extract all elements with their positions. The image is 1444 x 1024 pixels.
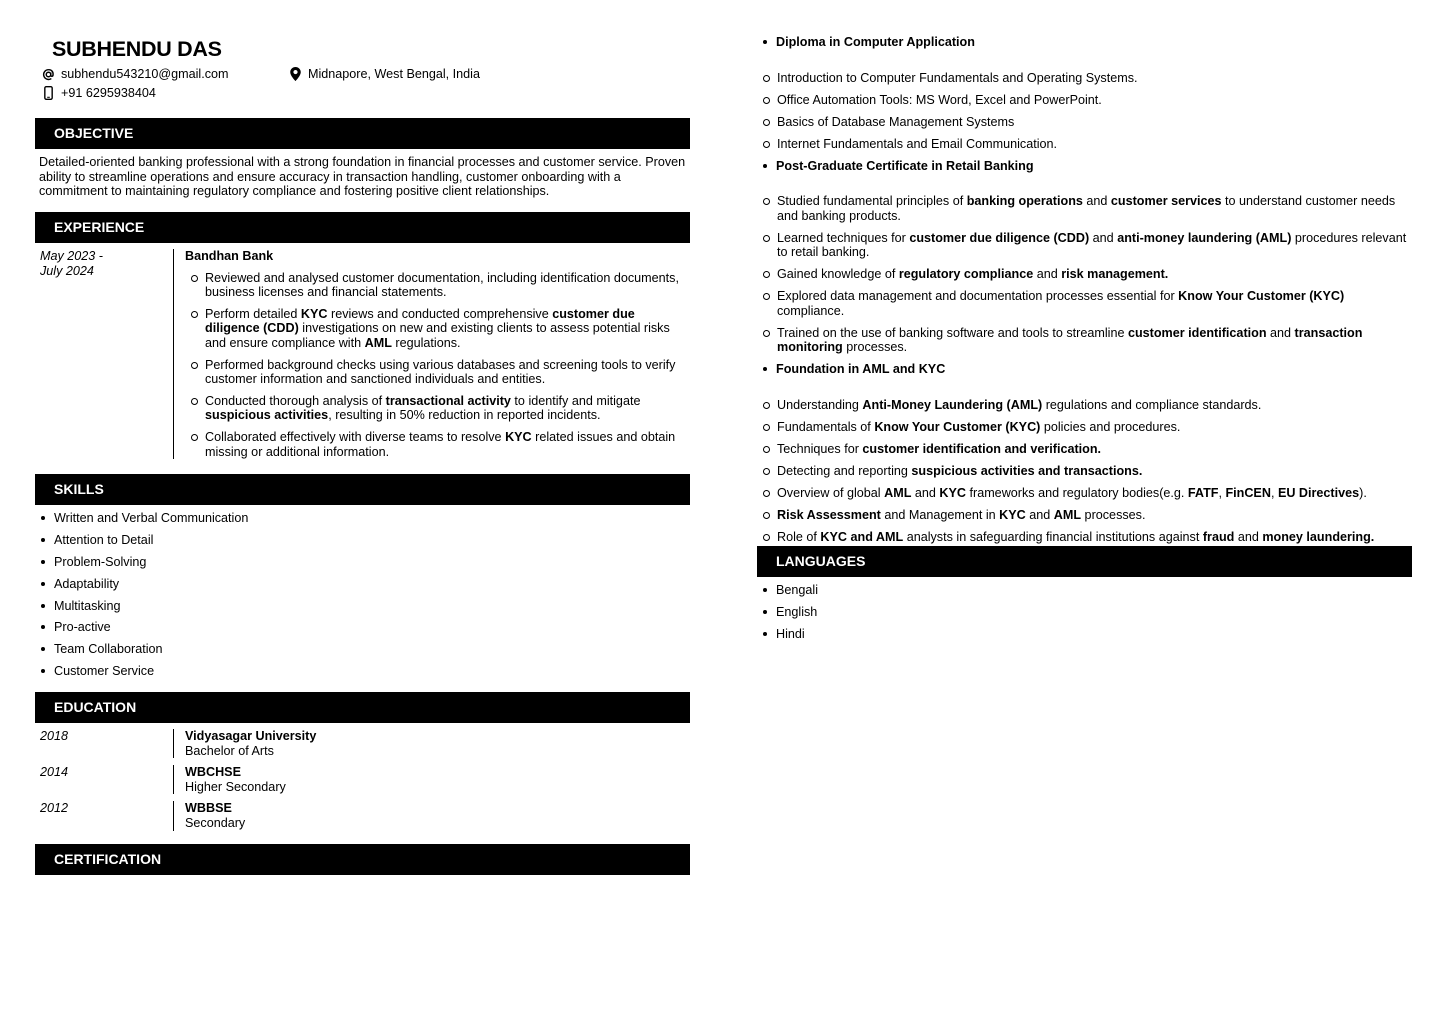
bold-term: suspicious activities and transactions. [911, 463, 1143, 478]
education-entry [35, 801, 690, 830]
bold-term: AML [884, 485, 912, 500]
certification-topics [757, 71, 1412, 152]
certification-topics [757, 194, 1412, 355]
text-run: , [1270, 485, 1278, 500]
bold-term: customer due diligence (CDD) [205, 306, 635, 336]
education-entry [35, 729, 690, 765]
bold-term: anti-money laundering (AML) [1117, 230, 1292, 245]
text-run: policies and procedures. [1040, 420, 1181, 434]
bold-term: banking operations [966, 194, 1083, 209]
text-run: Overview of global [777, 485, 885, 500]
location-text: Midnapore, West Bengal, India [308, 67, 480, 81]
language-item: English [757, 605, 818, 627]
candidate-name: SUBHENDU DAS [52, 37, 222, 61]
bold-term: FinCEN [1225, 485, 1271, 500]
skill-item: Written and Verbal Communication [35, 511, 248, 533]
certification-topic [757, 442, 1412, 457]
bold-term: Risk Assessment [777, 507, 881, 522]
bold-term: risk management. [1061, 267, 1169, 282]
skill-item: Multitasking [35, 599, 248, 621]
text-run: , resulting in 50% reduction in reported incidents. [328, 408, 601, 423]
text-run: Learned techniques for [777, 230, 910, 245]
bold-term: Anti-Money Laundering (AML) [862, 398, 1043, 413]
text-run: Fundamentals of [777, 420, 875, 434]
experience-company: Bandhan Bank [185, 249, 274, 263]
bold-term: customer due diligence (CDD) [909, 230, 1090, 245]
text-run: Gained knowledge of [777, 267, 899, 282]
bold-term: FATF [1187, 485, 1219, 500]
education-institution: WBCHSE [185, 765, 241, 780]
section-header-languages: LANGUAGES [757, 546, 1412, 577]
education-entry [35, 765, 690, 801]
bold-term: suspicious activities [205, 408, 329, 423]
education-degree: Secondary [185, 815, 246, 830]
mobile-phone-icon [41, 86, 55, 100]
text-run: analysts in safeguarding financial institutions against [903, 529, 1203, 544]
experience-bullet [185, 271, 690, 300]
text-run: Internet Fundamentals and Email Communication. [777, 136, 1058, 151]
section-header-education: EDUCATION [35, 692, 690, 723]
section-header-certification: CERTIFICATION [35, 844, 690, 875]
text-run: Detecting and reporting [777, 463, 912, 478]
phone-text: +91 6295938404 [61, 86, 156, 100]
text-run: Trained on the use of banking software and tools to streamline [777, 325, 1128, 340]
bold-term: Know Your Customer (KYC) [874, 420, 1041, 434]
text-run: compliance. [777, 303, 845, 318]
at-sign-icon [41, 67, 55, 81]
section-header-skills: SKILLS [35, 474, 690, 505]
certification-title: Foundation in AML and KYC [757, 362, 1412, 377]
text-run: related issues and obtain missing or additional information. [205, 429, 676, 459]
certification-topic [757, 464, 1412, 479]
certification-topic [757, 231, 1412, 260]
text-run: regulations. [391, 335, 461, 350]
map-pin-icon [288, 67, 302, 81]
bold-term: money laundering. [1262, 529, 1375, 544]
skill-item: Team Collaboration [35, 642, 248, 664]
text-run: ). [1359, 485, 1367, 500]
certification-title: Diploma in Computer Application [757, 35, 1412, 50]
skill-item: Attention to Detail [35, 533, 248, 555]
skill-item: Customer Service [35, 664, 248, 686]
bold-term: EU Directives [1277, 485, 1360, 500]
certification-topic [757, 486, 1412, 501]
text-run: Reviewed and analysed customer documentation, including identification documents, business licenses and financial statements. [205, 270, 679, 300]
text-run: investigations on new and existing clients to assess potential risks and ensure compliance with [205, 321, 670, 350]
education-year: 2014 [35, 765, 174, 794]
education-degree: Higher Secondary [185, 779, 286, 794]
text-run: frameworks and regulatory bodies(e.g. [966, 485, 1188, 500]
experience-dates [35, 249, 174, 459]
contact-location [288, 67, 480, 82]
text-run: and [1033, 267, 1062, 282]
certification-topic [757, 289, 1412, 318]
education-institution: WBBSE [185, 801, 232, 816]
text-run: and [1025, 507, 1054, 522]
skills-list [35, 511, 248, 686]
text-run: Techniques for [777, 441, 863, 456]
certification-topic [757, 508, 1412, 523]
bold-term: KYC and AML [820, 529, 904, 544]
text-run: and Management in [880, 507, 1000, 522]
bold-term: Know Your Customer (KYC) [1178, 289, 1345, 304]
certification-topic [757, 326, 1412, 355]
text-run: Performed background checks using various databases and screening tools to verify customer information and sanctioned individuals and entities. [205, 357, 676, 387]
experience-bullet [185, 430, 690, 459]
text-run: processes. [842, 340, 908, 355]
bold-term: KYC [505, 429, 532, 444]
text-run: and [1266, 325, 1295, 340]
text-run: processes. [1081, 507, 1146, 522]
skill-item: Adaptability [35, 577, 248, 599]
education-year: 2012 [35, 801, 174, 830]
languages-list [757, 583, 818, 649]
certification-topic [757, 420, 1412, 435]
text-run: and [911, 485, 940, 500]
text-run: Collaborated effectively with diverse teams to resolve [205, 429, 506, 444]
email-text: subhendu543210@gmail.com [61, 67, 229, 81]
text-run: Introduction to Computer Fundamentals and Operating Systems. [777, 70, 1138, 85]
experience-bullet [185, 358, 690, 387]
text-run: Explored data management and documentation processes essential for [777, 289, 1179, 304]
certification-topic [757, 194, 1412, 223]
bold-term: AML [1053, 507, 1082, 522]
bold-term: regulatory compliance [898, 267, 1034, 282]
text-run: reviews and conducted comprehensive [327, 306, 553, 321]
text-run: to identify and mitigate [510, 393, 641, 408]
text-run: regulations and compliance standards. [1042, 398, 1262, 413]
certification-list [757, 35, 1412, 552]
experience-bullet [185, 394, 690, 423]
skill-item: Pro-active [35, 620, 248, 642]
education-list [35, 729, 690, 831]
section-header-objective: OBJECTIVE [35, 118, 690, 149]
text-run: Understanding [777, 398, 863, 413]
education-institution: Vidyasagar University [185, 729, 317, 743]
language-item: Bengali [757, 583, 818, 605]
text-run: Perform detailed [205, 306, 301, 321]
experience-start-date: May 2023 - [40, 249, 103, 263]
experience-entry [35, 249, 690, 459]
text-run: and [1089, 230, 1118, 245]
education-year: 2018 [35, 729, 174, 758]
contact-phone [41, 86, 156, 101]
bold-term: customer identification and verification. [862, 441, 1102, 456]
experience-bullet [185, 307, 690, 351]
text-run: Studied fundamental principles of [777, 194, 967, 209]
text-run: Office Automation Tools: MS Word, Excel and PowerPoint. [777, 92, 1102, 107]
text-run: to understand customer needs and banking products. [777, 194, 1396, 223]
text-run: and [1234, 529, 1263, 544]
bold-term: transaction monitoring [777, 325, 1363, 355]
objective-text: Detailed-oriented banking professional with a strong foundation in financial processes and customer service. Proven ability to streamline operations and ensure accuracy in transaction handling, customer onboarding with a commitment to maintaining regulatory compliance and fostering positive client relationships. [39, 155, 686, 199]
bold-term: KYC [939, 485, 966, 500]
text-run: Conducted thorough analysis of [205, 393, 386, 408]
bold-term: KYC [999, 507, 1026, 522]
certification-topic [757, 530, 1412, 545]
text-run: Role of [777, 529, 821, 544]
bold-term: fraud [1202, 529, 1235, 544]
text-run: procedures relevant to retail banking. [777, 230, 1407, 260]
skill-item: Problem-Solving [35, 555, 248, 577]
contact-email [41, 67, 229, 82]
certification-topic [757, 267, 1412, 282]
bold-term: KYC [300, 306, 328, 321]
language-item: Hindi [757, 627, 818, 649]
certification-topics [757, 398, 1412, 545]
certification-topic [757, 93, 1412, 108]
bold-term: customer services [1110, 194, 1222, 209]
experience-bullets [185, 271, 690, 460]
certification-topic [757, 71, 1412, 86]
bold-term: transactional activity [385, 393, 511, 408]
certification-topic [757, 137, 1412, 152]
education-degree: Bachelor of Arts [185, 743, 274, 758]
bold-term: customer identification [1127, 325, 1267, 340]
bold-term: AML [364, 335, 392, 350]
experience-end-date: July 2024 [40, 263, 94, 278]
certification-topic [757, 115, 1412, 130]
text-run: Basics of Database Management Systems [777, 114, 1015, 129]
certification-title: Post-Graduate Certificate in Retail Banking [757, 159, 1412, 174]
text-run: and [1082, 194, 1111, 209]
certification-topic [757, 398, 1412, 413]
section-header-experience: EXPERIENCE [35, 212, 690, 243]
text-run: , [1218, 485, 1226, 500]
